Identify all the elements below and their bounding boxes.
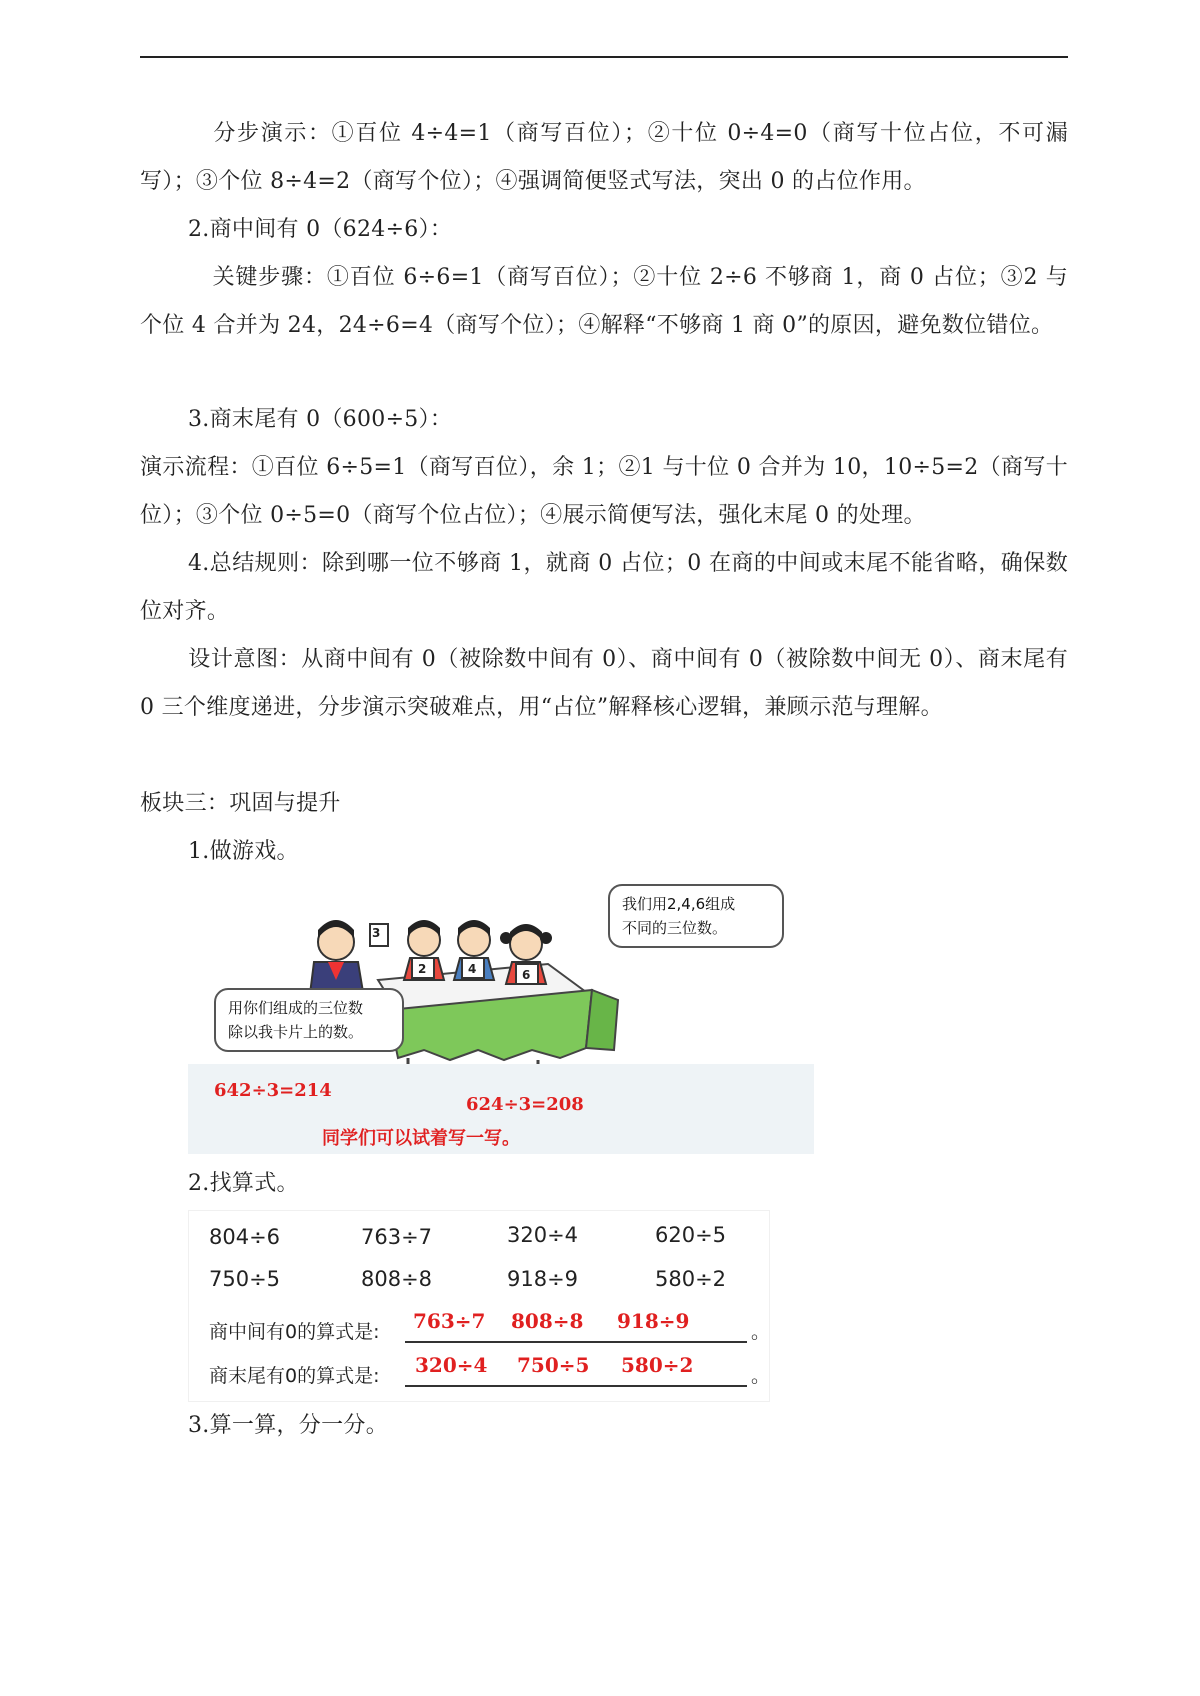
header-rule (140, 56, 1068, 58)
middle-answer-1: 763÷7 (413, 1309, 486, 1333)
section-3-heading: 板块三：巩固与提升 (140, 791, 341, 816)
expr-580-2: 580÷2 (655, 1267, 727, 1291)
speech-bubble-left: 用你们组成的三位数 除以我卡片上的数。 (214, 988, 404, 1052)
answer-624: 624÷3=208 (466, 1094, 584, 1115)
speech-bubble-right: 我们用2,4,6组成 不同的三位数。 (608, 884, 784, 948)
card-2: 2 (418, 962, 427, 976)
expr-918-9: 918÷9 (507, 1267, 579, 1291)
middle-answer-2: 808÷8 (511, 1309, 584, 1333)
card-3: 3 (372, 926, 381, 940)
step-demo-paragraph: 分步演示：①百位 4÷4=1（商写百位）；②十位 0÷4=0（商写十位占位，不可漏写）；③个位 8÷4=2（商写个位）；④强调简便竖式写法，突出 0 的占位作用。 (140, 121, 1068, 194)
answer-642: 642÷3=214 (214, 1080, 332, 1101)
card-6: 6 (522, 968, 531, 982)
calc-title: 3.算一算，分一分。 (188, 1413, 388, 1438)
design-intent-paragraph: 设计意图：从商中间有 0（被除数中间有 0）、商中间有 0（被除数中间无 0）、商末尾有 0 三个维度递进，分步演示突破难点，用“占位”解释核心逻辑，兼顾示范与理解。 (140, 647, 1068, 720)
key-steps-paragraph: 关键步骤：①百位 6÷6=1（商写百位）；②十位 2÷6 不够商 1，商 0 占位；③2 与个位 4 合并为 24，24÷6=4（商写个位）；④解释“不够商 1 商 0”的原因，避免数位错位。 (140, 265, 1068, 338)
end-period: 。 (751, 1365, 771, 1387)
end-answer-3: 580÷2 (621, 1353, 694, 1377)
end-answer-2: 750÷5 (517, 1353, 590, 1377)
middle-zero-label: 商中间有0的算式是: (209, 1321, 380, 1343)
end-answer-line (405, 1385, 747, 1387)
expr-808-8: 808÷8 (361, 1267, 433, 1291)
item-4-paragraph: 4.总结规则：除到哪一位不够商 1，就商 0 占位；0 在商的中间或末尾不能省略，确保数位对齐。 (140, 551, 1069, 624)
find-title: 2.找算式。 (188, 1171, 299, 1196)
expr-804-6: 804÷6 (209, 1225, 281, 1249)
expr-320-4: 320÷4 (507, 1223, 579, 1247)
middle-period: 。 (751, 1321, 771, 1343)
middle-answer-3: 918÷9 (617, 1309, 690, 1333)
expr-620-5: 620÷5 (655, 1223, 727, 1247)
game-illustration (188, 880, 814, 1154)
item-3-title: 3.商末尾有 0（600÷5）： (188, 407, 453, 432)
find-exercise (188, 1210, 770, 1402)
end-answer-1: 320÷4 (415, 1353, 488, 1377)
middle-answer-line (405, 1341, 747, 1343)
item-2-title: 2.商中间有 0（624÷6）： (188, 217, 453, 242)
expr-750-5: 750÷5 (209, 1267, 281, 1291)
hint-text: 同学们可以试着写一写。 (322, 1128, 520, 1149)
demo-flow-paragraph: 演示流程：①百位 6÷5=1（商写百位），余 1；②1 与十位 0 合并为 10，10÷5=2（商写十位）；③个位 0÷5=0（商写个位占位）；④展示简便写法，强化末尾 0 的处理。 (140, 455, 1068, 528)
card-4: 4 (468, 962, 477, 976)
end-zero-label: 商末尾有0的算式是: (209, 1365, 380, 1387)
expr-763-7: 763÷7 (361, 1225, 433, 1249)
game-title: 1.做游戏。 (188, 839, 299, 864)
